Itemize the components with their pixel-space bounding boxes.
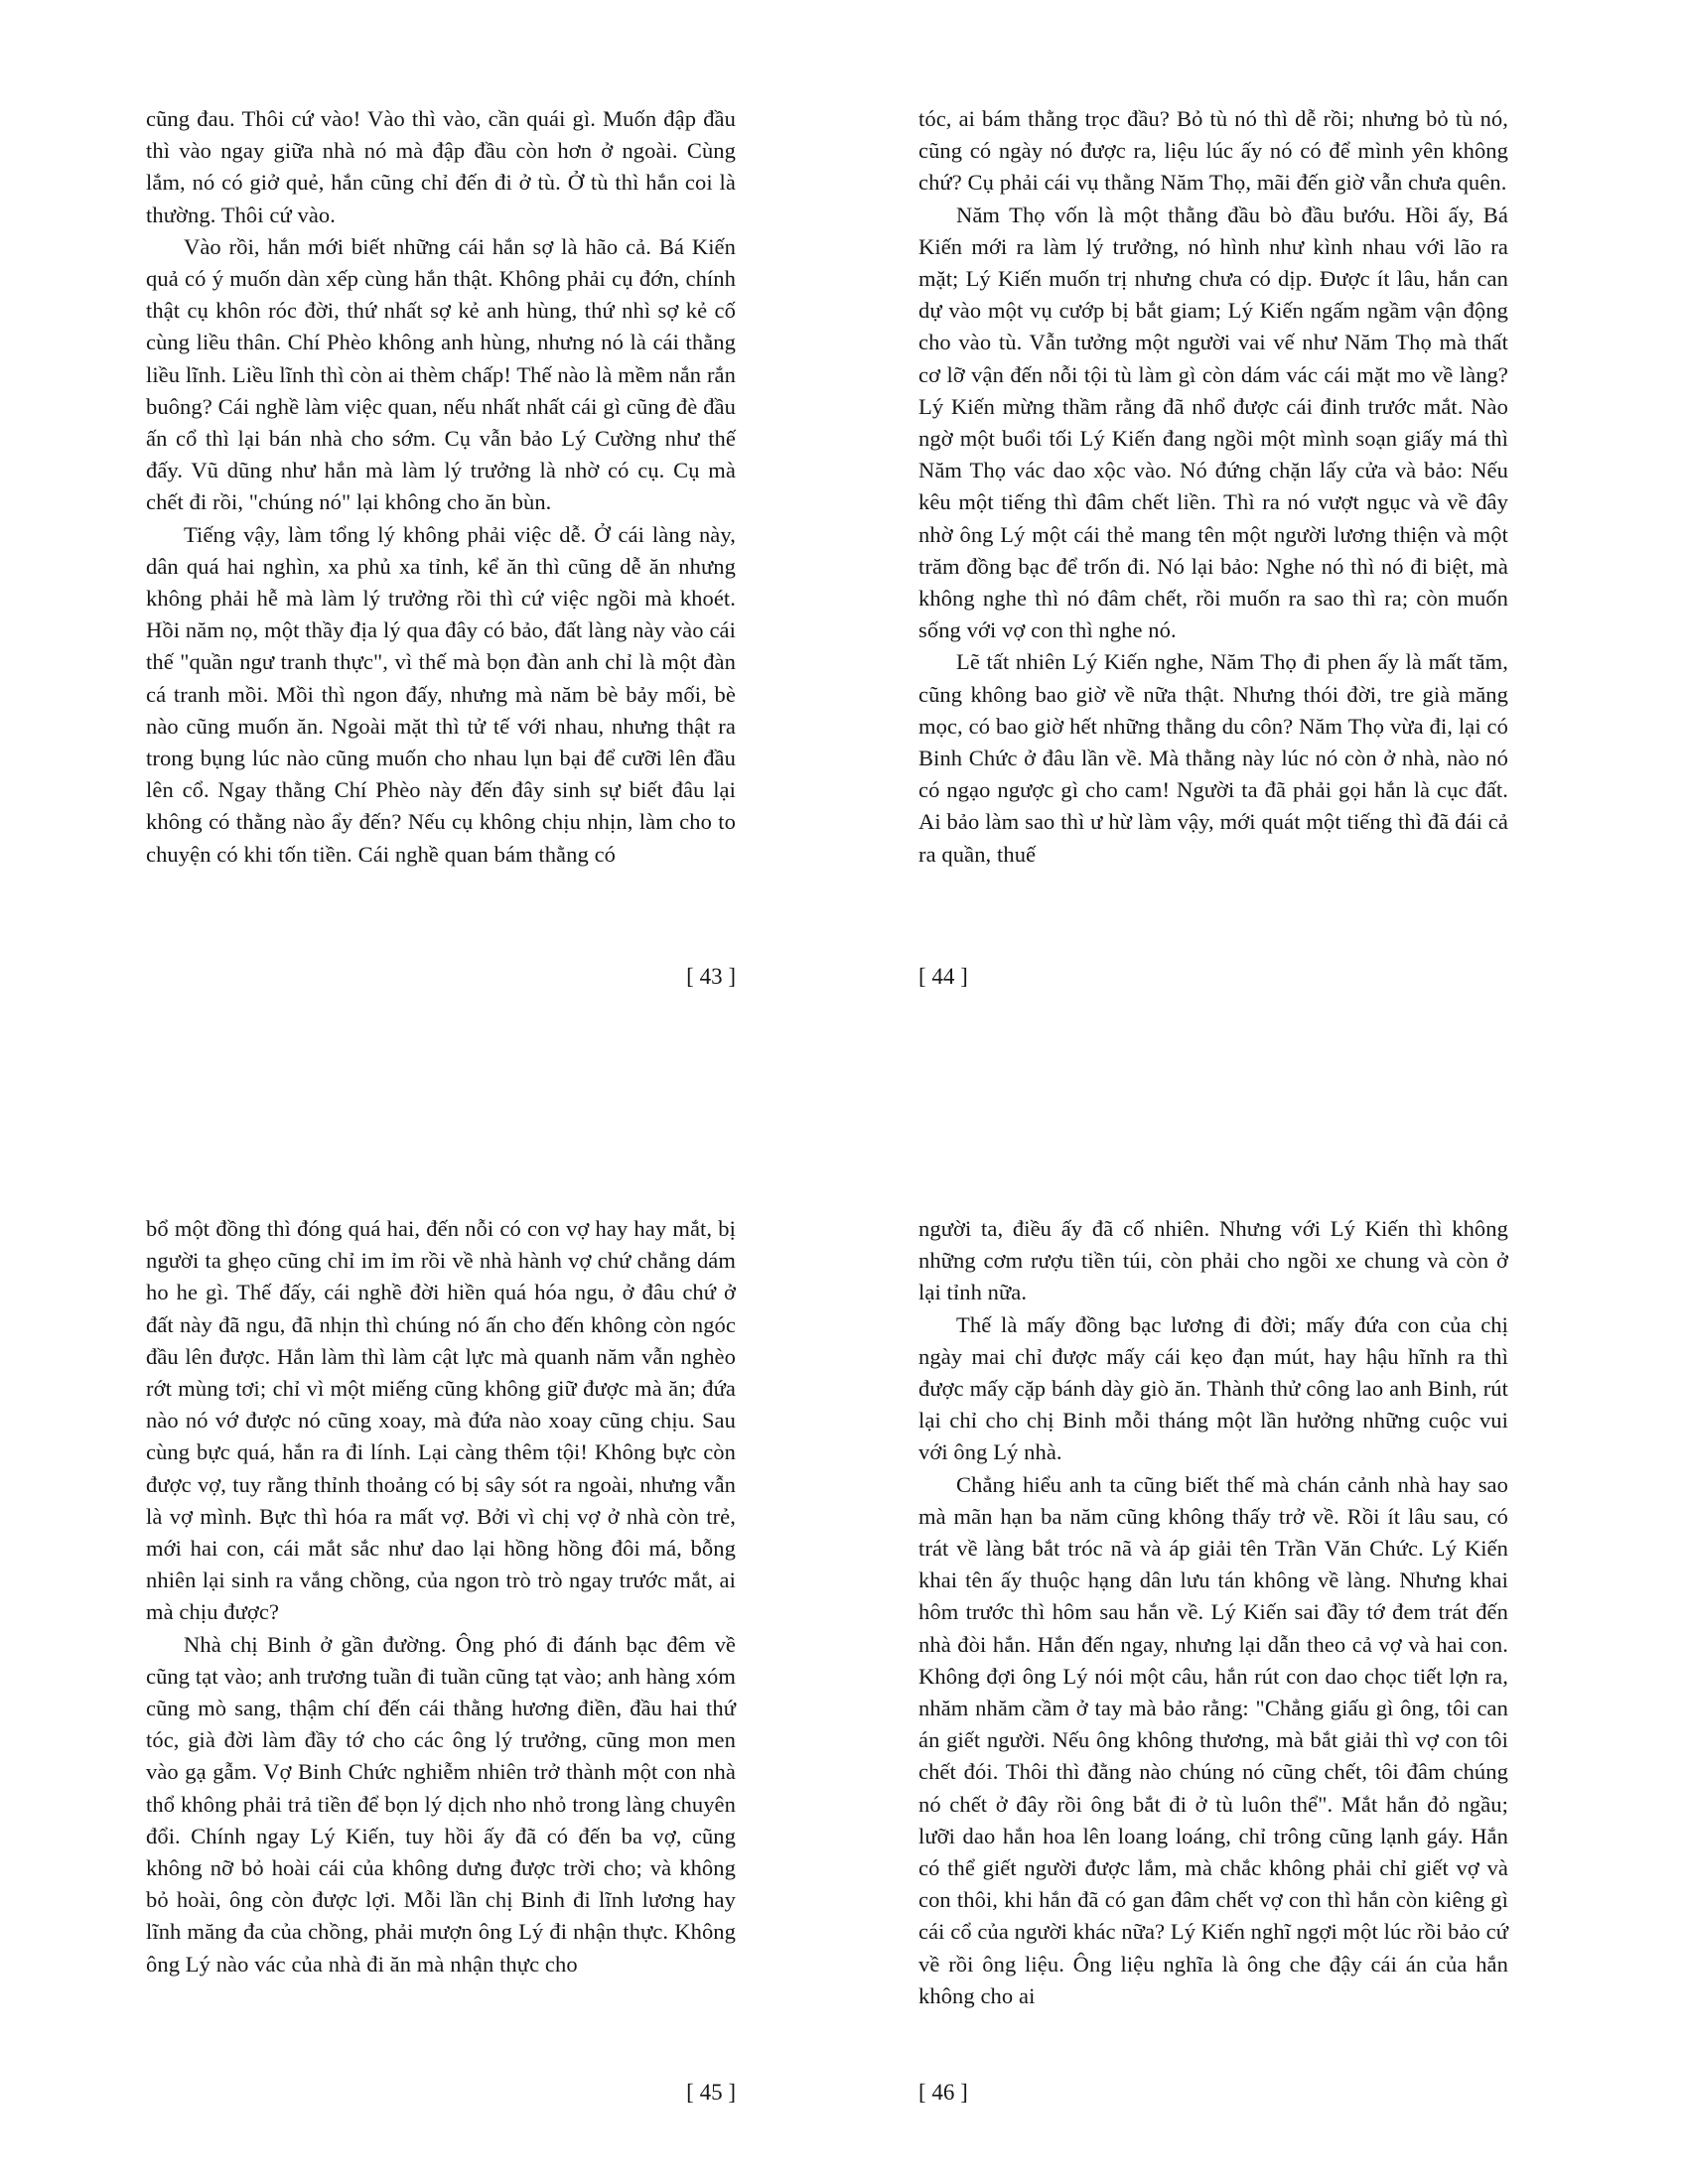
paragraph: Năm Thọ vốn là một thằng đầu bò đầu bướu. Hồi ấy, Bá Kiến mới ra làm lý trưởng, nó hình như kình nhau với lão ra mặt; Lý Kiến muốn trị nhưng chưa có dịp. Được ít lâu, hắn can dự vào một vụ cướp bị bắt giam; Lý Kiến ngấm ngầm vận động cho vào tù. Vẫn tưởng một người vai vế như Năm Thọ mà thất cơ lỡ vận đến nỗi tội tù làm gì còn dám vác cái mặt mo về làng? Lý Kiến mừng thầm rằng đã nhổ được cái đinh trước mắt. Nào ngờ một buổi tối Lý Kiến đang ngồi một mình soạn giấy má thì Năm Thọ vác dao xộc vào. Nó đứng chặn lấy cửa và bảo: Nếu kêu một tiếng thì đâm chết liền. Thì ra nó vượt ngục và về đây nhờ ông Lý một cái thẻ mang tên một người lương thiện và một trăm đồng bạc để trốn đi. Nó lại bảo: Nghe nó thì nó đi biệt, mà không nghe thì nó đâm chết, rồi muốn ra sao thì ra; còn muốn sống với vợ con thì nghe nó. bbox=[918, 202, 1508, 643]
paragraph: Lẽ tất nhiên Lý Kiến nghe, Năm Thọ đi phen ấy là mất tăm, cũng không bao giờ về nữa thật. Nhưng thói đời, tre già măng mọc, có bao giờ hết những thằng du côn? Năm Thọ vừa đi, lại có Binh Chức ở đâu lần về. Mà thằng này lúc nó còn ở nhà, nào nó có ngạo ngược gì cho cam! Người ta đã phải gọi hắn là cục đất. Ai bảo làm sao thì ư hừ làm vậy, mới quát một tiếng thì đã đái cả ra quần, thuế bbox=[918, 649, 1508, 867]
page-number-43: [ 43 ] bbox=[686, 964, 736, 989]
paragraph: bổ một đồng thì đóng quá hai, đến nỗi có con vợ hay hay mắt, bị người ta ghẹo cũng chỉ im ỉm rồi về nhà hành vợ chứ chẳng dám ho he gì. Thế đấy, cái nghề đời hiền quá hóa ngu, ở đâu chứ ở đất này đã ngu, đã nhịn thì chúng nó ấn cho đến không còn ngóc đầu lên được. Hắn làm thì làm cật lực mà quanh năm vẫn nghèo rớt mùng tơi; chỉ vì một miếng cũng không giữ được mà ăn; đứa nào nó vớ được nó cũng xoay, mà đứa nào xoay cũng chịu. Sau cùng bực quá, hắn ra đi lính. Lại càng thêm tội! Không bực còn được vợ, tuy rằng thỉnh thoảng có bị sây sót ra ngoài, nhưng vẫn là vợ mình. Bực thì hóa ra mất vợ. Bởi vì chị vợ ở nhà còn trẻ, mới hai con, cái mắt sắc như dao lại hồng hồng đôi má, bỗng nhiên lại sinh ra vắng chồng, của ngon trò trò ngay trước mắt, ai mà chịu được? bbox=[146, 1216, 736, 1625]
text-column-page-46 bbox=[918, 1213, 1508, 2012]
paragraph: Tiếng vậy, làm tổng lý không phải việc dễ. Ở cái làng này, dân quá hai nghìn, xa phủ xa tỉnh, kể ăn thì cũng dễ ăn nhưng không phải hễ mà làm lý trưởng rồi thì cứ việc ngồi mà khoét. Hồi năm nọ, một thầy địa lý qua đây có bảo, đất làng này vào cái thế "quần ngư tranh thực", vì thế mà bọn đàn anh chỉ là một đàn cá tranh mồi. Mồi thì ngon đấy, nhưng mà năm bè bảy mối, bè nào cũng muốn ăn. Ngoài mặt thì tử tế với nhau, nhưng thật ra trong bụng lúc nào cũng muốn cho nhau lụn bại để cưỡi lên đầu lên cổ. Ngay thằng Chí Phèo này đến đây sinh sự biết đâu lại không có thằng nào ẩy đến? Nếu cụ không chịu nhịn, làm cho to chuyện có khi tốn tiền. Cái nghề quan bám thằng có bbox=[146, 521, 736, 867]
paragraph: người ta, điều ấy đã cố nhiên. Nhưng với Lý Kiến thì không những cơm rượu tiền túi, còn phải cho ngồi xe chung và còn ở lại tỉnh nữa. bbox=[918, 1216, 1508, 1305]
paragraph: tóc, ai bám thằng trọc đầu? Bỏ tù nó thì dễ rồi; nhưng bỏ tù nó, cũng có ngày nó được ra, liệu lúc ấy nó có để mình yên không chứ? Cụ phải cái vụ thằng Năm Thọ, mãi đến giờ vẫn chưa quên. bbox=[918, 106, 1508, 196]
page-number-46: [ 46 ] bbox=[918, 2080, 968, 2105]
text-column-page-44 bbox=[918, 103, 1508, 871]
paragraph: cũng đau. Thôi cứ vào! Vào thì vào, cần quái gì. Muốn đập đầu thì vào ngay giữa nhà nó mà đập đầu còn hơn ở ngoài. Cùng lắm, nó có giở quẻ, hắn cũng chỉ đến đi ở tù. Ở tù thì hắn coi là thường. Thôi cứ vào. bbox=[146, 106, 736, 227]
paragraph: Nhà chị Binh ở gần đường. Ông phó đi đánh bạc đêm về cũng tạt vào; anh trương tuần đi tuần cũng tạt vào; anh hàng xóm cũng mò sang, thậm chí đến cái thằng hương điền, đầu hai thứ tóc, già đời làm đầy tớ cho các ông lý trưởng, cũng mon men vào gạ gẫm. Vợ Binh Chức nghiễm nhiên trở thành một con nhà thổ không phải trả tiền để bọn lý dịch nho nhỏ trong làng chuyên đổi. Chính ngay Lý Kiến, tuy hồi ấy đã có đến ba vợ, cũng không nỡ bỏ hoài cái của không dưng được trời cho; và không bỏ hoài, ông còn được lợi. Mỗi lần chị Binh đi lĩnh lương hay lĩnh măng đa của chồng, phải mượn ông Lý đi nhận thực. Không ông Lý nào vác của nhà đi ăn mà nhận thực cho bbox=[146, 1631, 736, 1977]
paragraph: Thế là mấy đồng bạc lương đi đời; mấy đứa con của chị ngày mai chỉ được mấy cái kẹo đạn mút, hay hậu hĩnh ra thì được mấy cặp bánh dày giò ăn. Thành thử công lao anh Binh, rút lại chỉ cho chị Binh mỗi tháng một lần hưởng những cuộc vui với ông Lý nhà. bbox=[918, 1311, 1508, 1465]
text-column-page-45 bbox=[146, 1213, 736, 1980]
paragraph: Vào rồi, hắn mới biết những cái hắn sợ là hão cả. Bá Kiến quả có ý muốn dàn xếp cùng hắn thật. Không phải cụ đớn, chính thật cụ khôn róc đời, thứ nhất sợ kẻ anh hùng, thứ nhì sợ kẻ cố cùng liều thân. Chí Phèo không anh hùng, nhưng nó là cái thằng liều lĩnh. Liều lĩnh thì còn ai thèm chấp! Thế nào là mềm nắn rắn buông? Cái nghề làm việc quan, nếu nhất nhất cái gì cũng đè đầu ấn cổ thì lại bán nhà cho sớm. Cụ vẫn bảo Lý Cường như thế đấy. Vũ dũng như hắn mà làm lý trưởng là nhờ có cụ. Cụ mà chết đi rồi, "chúng nó" lại không cho ăn bùn. bbox=[146, 233, 736, 515]
text-column-page-43 bbox=[146, 103, 736, 871]
page-number-44: [ 44 ] bbox=[918, 964, 968, 989]
page-number-45: [ 45 ] bbox=[686, 2080, 736, 2105]
paragraph: Chẳng hiểu anh ta cũng biết thế mà chán cảnh nhà hay sao mà mãn hạn ba năm cũng không thấy trở về. Rồi ít lâu sau, có trát về làng bắt tróc nã và áp giải tên Trần Văn Chức. Lý Kiến khai tên ấy thuộc hạng dân lưu tán không về làng. Nhưng khai hôm trước thì hôm sau hắn về. Lý Kiến sai đầy tớ đem trát đến nhà đòi hắn. Hắn đến ngay, nhưng lại dẫn theo cả vợ và hai con. Không đợi ông Lý nói một câu, hắn rút con dao chọc tiết lợn ra, nhăm nhăm cầm ở tay mà bảo rằng: "Chẳng giấu gì ông, tôi can án giết người. Nếu ông không thương, mà bắt giải thì vợ con tôi chết đói. Thôi thì đằng nào chúng nó cũng chết, tôi đâm chúng nó chết ở đây rồi ông bắt đi ở tù luôn thể". Mắt hắn đỏ ngầu; lưỡi dao hắn hoa lên loang loáng, chỉ trông cũng lạnh gáy. Hắn có thể giết người được lắm, mà chắc không phải chỉ giết vợ và con thôi, khi hắn đã có gan đâm chết vợ con thì hắn còn kiêng gì cái cổ của người khác nữa? Lý Kiến nghĩ ngợi một lúc rồi bảo cứ về rồi ông liệu. Ông liệu nghĩa là ông che đậy cái án của hắn không cho ai bbox=[918, 1471, 1509, 2008]
